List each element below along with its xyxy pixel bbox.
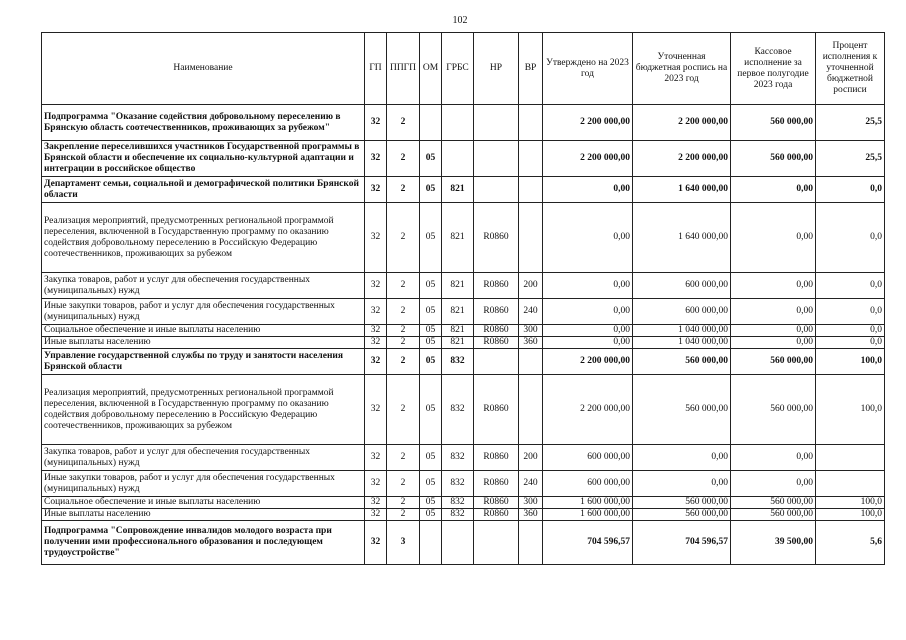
row-cash: 560 000,00 [731, 375, 816, 445]
row-cash: 0,00 [731, 177, 816, 203]
row-gp: 32 [365, 273, 387, 299]
row-percent: 100,0 [816, 375, 885, 445]
row-gp: 32 [365, 521, 387, 565]
row-approved: 0,00 [543, 337, 633, 349]
row-cash: 560 000,00 [731, 509, 816, 521]
row-refined: 1 640 000,00 [633, 177, 731, 203]
row-gp: 32 [365, 325, 387, 337]
row-om [420, 105, 442, 141]
header-nr: НР [474, 33, 519, 105]
row-ppgp: 3 [387, 521, 420, 565]
row-grbs: 832 [442, 497, 474, 509]
row-om: 05 [420, 509, 442, 521]
row-approved: 0,00 [543, 325, 633, 337]
table-row [42, 203, 885, 273]
row-om: 05 [420, 141, 442, 177]
row-vr [519, 203, 543, 273]
table-row [42, 471, 885, 497]
row-om: 05 [420, 273, 442, 299]
row-grbs [442, 105, 474, 141]
row-refined: 0,00 [633, 445, 731, 471]
row-vr [519, 141, 543, 177]
row-vr: 360 [519, 509, 543, 521]
row-vr: 240 [519, 471, 543, 497]
row-percent: 0,0 [816, 337, 885, 349]
row-cash: 0,00 [731, 445, 816, 471]
row-vr: 200 [519, 273, 543, 299]
row-approved: 0,00 [543, 203, 633, 273]
row-nr: R0860 [474, 445, 519, 471]
row-ppgp: 2 [387, 299, 420, 325]
row-percent: 25,5 [816, 141, 885, 177]
row-name: Закупка товаров, работ и услуг для обеспечения государственных (муниципальных) нужд [42, 445, 365, 471]
row-ppgp: 2 [387, 273, 420, 299]
row-cash: 560 000,00 [731, 349, 816, 375]
row-nr: R0860 [474, 509, 519, 521]
row-grbs: 821 [442, 203, 474, 273]
row-percent: 0,0 [816, 203, 885, 273]
row-gp: 32 [365, 141, 387, 177]
row-nr [474, 349, 519, 375]
row-om: 05 [420, 203, 442, 273]
row-approved: 0,00 [543, 299, 633, 325]
row-om: 05 [420, 299, 442, 325]
row-cash: 560 000,00 [731, 497, 816, 509]
row-name: Реализация мероприятий, предусмотренных региональной программой переселения, включенной в Государственную программу по оказанию содействия добровольному переселению в Российскую Федерацию соотечественников, проживающих за рубежом [42, 203, 365, 273]
row-grbs: 832 [442, 509, 474, 521]
row-nr: R0860 [474, 337, 519, 349]
row-grbs: 821 [442, 337, 474, 349]
row-nr: R0860 [474, 299, 519, 325]
row-gp: 32 [365, 445, 387, 471]
row-name: Закрепление переселившихся участников Государственной программы в Брянской области и обеспечение их социально-культурной адаптации и интеграции в российское общество [42, 141, 365, 177]
row-grbs: 832 [442, 471, 474, 497]
row-cash: 0,00 [731, 273, 816, 299]
table-row [42, 337, 885, 349]
row-name: Социальное обеспечение и иные выплаты населению [42, 497, 365, 509]
row-vr: 300 [519, 325, 543, 337]
table-row [42, 375, 885, 445]
row-ppgp: 2 [387, 337, 420, 349]
row-gp: 32 [365, 203, 387, 273]
row-nr: R0860 [474, 497, 519, 509]
row-om: 05 [420, 337, 442, 349]
row-name: Иные выплаты населению [42, 509, 365, 521]
row-grbs: 832 [442, 349, 474, 375]
row-om: 05 [420, 497, 442, 509]
row-cash: 560 000,00 [731, 141, 816, 177]
row-grbs: 832 [442, 445, 474, 471]
row-vr: 360 [519, 337, 543, 349]
row-refined: 560 000,00 [633, 349, 731, 375]
row-ppgp: 2 [387, 375, 420, 445]
row-ppgp: 2 [387, 349, 420, 375]
row-grbs: 821 [442, 299, 474, 325]
table-row [42, 177, 885, 203]
row-refined: 0,00 [633, 471, 731, 497]
row-ppgp: 2 [387, 141, 420, 177]
row-gp: 32 [365, 105, 387, 141]
row-gp: 32 [365, 177, 387, 203]
page-number: 102 [452, 15, 468, 26]
row-name: Иные закупки товаров, работ и услуг для обеспечения государственных (муниципальных) нужд [42, 471, 365, 497]
header-grbs: ГРБС [442, 33, 474, 105]
table-row [42, 445, 885, 471]
row-ppgp: 2 [387, 471, 420, 497]
row-cash: 0,00 [731, 337, 816, 349]
header-vr: ВР [519, 33, 543, 105]
row-name: Социальное обеспечение и иные выплаты населению [42, 325, 365, 337]
header-om: ОМ [420, 33, 442, 105]
row-gp: 32 [365, 509, 387, 521]
row-refined: 560 000,00 [633, 509, 731, 521]
row-vr: 300 [519, 497, 543, 509]
row-om [420, 521, 442, 565]
row-percent: 100,0 [816, 349, 885, 375]
row-percent: 0,0 [816, 177, 885, 203]
row-percent [816, 471, 885, 497]
row-grbs: 821 [442, 177, 474, 203]
row-vr [519, 521, 543, 565]
row-approved: 2 200 000,00 [543, 105, 633, 141]
row-ppgp: 2 [387, 105, 420, 141]
row-name: Иные выплаты населению [42, 337, 365, 349]
row-grbs: 832 [442, 375, 474, 445]
row-vr [519, 177, 543, 203]
row-om: 05 [420, 471, 442, 497]
row-refined: 704 596,57 [633, 521, 731, 565]
row-nr: R0860 [474, 471, 519, 497]
header-percent: Процент исполнения к уточненной бюджетной росписи [816, 33, 885, 105]
row-ppgp: 2 [387, 509, 420, 521]
row-approved: 600 000,00 [543, 445, 633, 471]
table-row [42, 349, 885, 375]
row-approved: 2 200 000,00 [543, 349, 633, 375]
row-cash: 39 500,00 [731, 521, 816, 565]
row-grbs [442, 521, 474, 565]
row-gp: 32 [365, 349, 387, 375]
row-om: 05 [420, 325, 442, 337]
row-percent: 100,0 [816, 497, 885, 509]
table-row [42, 141, 885, 177]
row-nr [474, 105, 519, 141]
row-approved: 704 596,57 [543, 521, 633, 565]
row-percent: 0,0 [816, 273, 885, 299]
row-ppgp: 2 [387, 445, 420, 471]
row-name: Управление государственной службы по труду и занятости населения Брянской области [42, 349, 365, 375]
row-gp: 32 [365, 337, 387, 349]
row-om: 05 [420, 445, 442, 471]
header-gp: ГП [365, 33, 387, 105]
row-percent: 0,0 [816, 325, 885, 337]
row-percent: 25,5 [816, 105, 885, 141]
table-row [42, 509, 885, 521]
row-grbs: 821 [442, 273, 474, 299]
header-approved: Утверждено на 2023 год [543, 33, 633, 105]
row-ppgp: 2 [387, 325, 420, 337]
row-om: 05 [420, 349, 442, 375]
row-vr [519, 349, 543, 375]
row-nr [474, 141, 519, 177]
row-percent [816, 445, 885, 471]
row-refined: 560 000,00 [633, 375, 731, 445]
table-row [42, 105, 885, 141]
row-cash: 0,00 [731, 325, 816, 337]
row-vr: 240 [519, 299, 543, 325]
row-name: Департамент семьи, социальной и демографической политики Брянской области [42, 177, 365, 203]
row-grbs [442, 141, 474, 177]
row-percent: 5,6 [816, 521, 885, 565]
table-row [42, 497, 885, 509]
row-cash: 560 000,00 [731, 105, 816, 141]
row-ppgp: 2 [387, 203, 420, 273]
row-refined: 1 040 000,00 [633, 337, 731, 349]
row-cash: 0,00 [731, 203, 816, 273]
row-approved: 0,00 [543, 273, 633, 299]
row-om: 05 [420, 177, 442, 203]
row-refined: 2 200 000,00 [633, 141, 731, 177]
row-nr [474, 177, 519, 203]
row-gp: 32 [365, 471, 387, 497]
table-header-row [42, 33, 885, 105]
row-approved: 2 200 000,00 [543, 141, 633, 177]
row-nr [474, 521, 519, 565]
row-approved: 0,00 [543, 177, 633, 203]
row-percent: 0,0 [816, 299, 885, 325]
table-row [42, 325, 885, 337]
budget-table [41, 32, 885, 565]
row-vr [519, 375, 543, 445]
header-refined: Уточненная бюджетная роспись на 2023 год [633, 33, 731, 105]
row-approved: 2 200 000,00 [543, 375, 633, 445]
table-row [42, 273, 885, 299]
header-cash: Кассовое исполнение за первое полугодие 2023 года [731, 33, 816, 105]
row-cash: 0,00 [731, 471, 816, 497]
row-vr: 200 [519, 445, 543, 471]
row-name: Подпрограмма "Сопровождение инвалидов молодого возраста при получении ими профессионального образования и последующем трудоустройстве" [42, 521, 365, 565]
row-nr: R0860 [474, 273, 519, 299]
row-nr: R0860 [474, 375, 519, 445]
row-gp: 32 [365, 375, 387, 445]
row-refined: 1 040 000,00 [633, 325, 731, 337]
row-name: Подпрограмма "Оказание содействия добровольному переселению в Брянскую область соотечественников, проживающих за рубежом" [42, 105, 365, 141]
row-gp: 32 [365, 497, 387, 509]
row-om: 05 [420, 375, 442, 445]
row-name: Иные закупки товаров, работ и услуг для обеспечения государственных (муниципальных) нужд [42, 299, 365, 325]
header-name: Наименование [42, 33, 365, 105]
row-refined: 600 000,00 [633, 299, 731, 325]
row-nr: R0860 [474, 203, 519, 273]
row-refined: 560 000,00 [633, 497, 731, 509]
row-cash: 0,00 [731, 299, 816, 325]
row-name: Закупка товаров, работ и услуг для обеспечения государственных (муниципальных) нужд [42, 273, 365, 299]
row-refined: 2 200 000,00 [633, 105, 731, 141]
row-gp: 32 [365, 299, 387, 325]
row-name: Реализация мероприятий, предусмотренных региональной программой переселения, включенной в Государственную программу по оказанию содействия добровольному переселению в Российскую Федерацию соотечественников, проживающих за рубежом [42, 375, 365, 445]
row-approved: 1 600 000,00 [543, 509, 633, 521]
row-refined: 1 640 000,00 [633, 203, 731, 273]
row-vr [519, 105, 543, 141]
table-row [42, 521, 885, 565]
table-row [42, 299, 885, 325]
row-grbs: 821 [442, 325, 474, 337]
row-approved: 600 000,00 [543, 471, 633, 497]
row-refined: 600 000,00 [633, 273, 731, 299]
row-approved: 1 600 000,00 [543, 497, 633, 509]
row-ppgp: 2 [387, 177, 420, 203]
header-ppgp: ППГП [387, 33, 420, 105]
row-nr: R0860 [474, 325, 519, 337]
row-ppgp: 2 [387, 497, 420, 509]
row-percent: 100,0 [816, 509, 885, 521]
